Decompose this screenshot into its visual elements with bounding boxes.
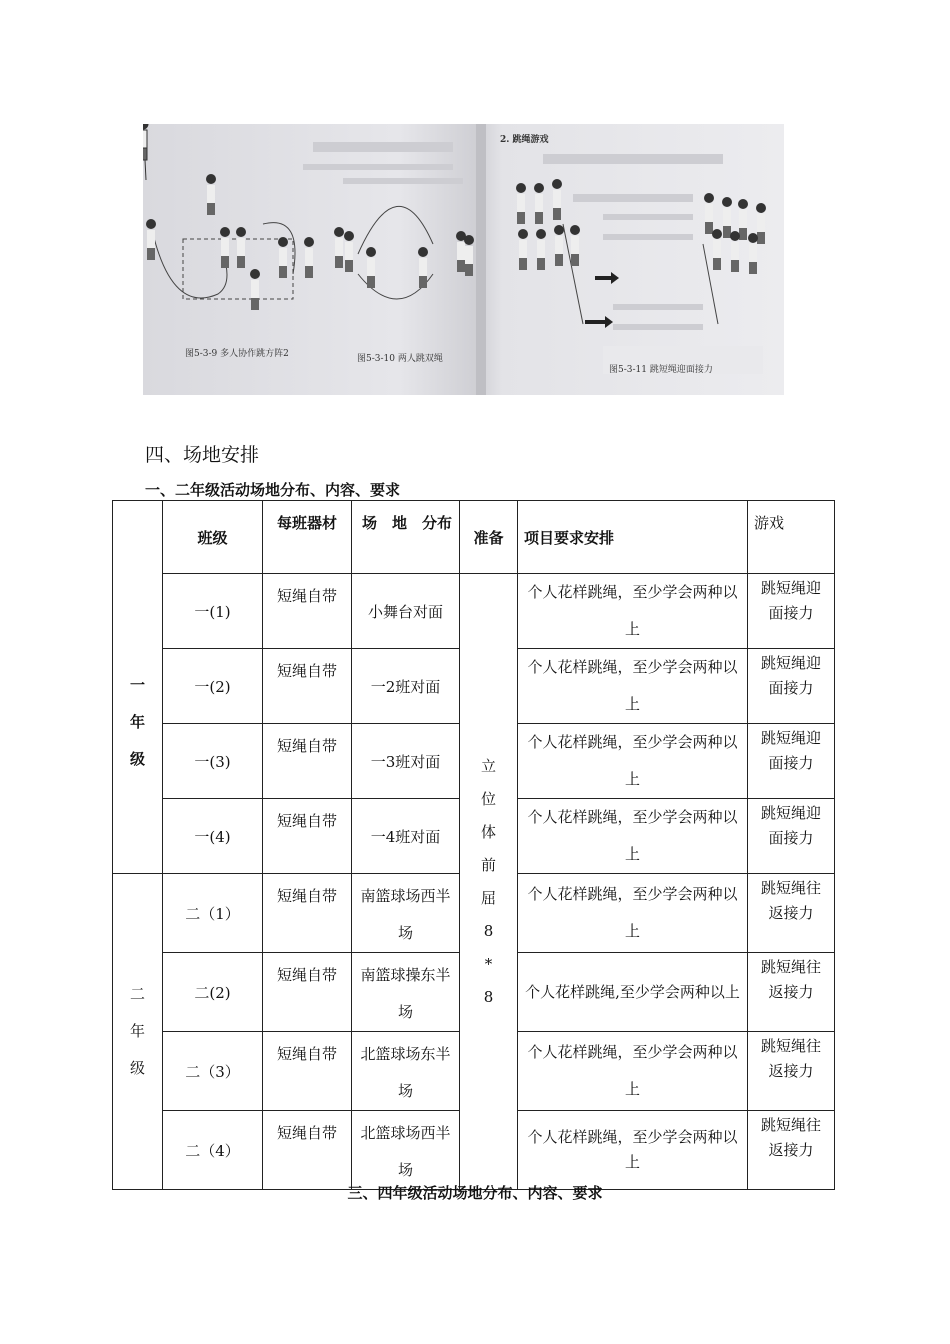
prep-cell: 立 位 体 前 屈 8 * 8 — [460, 574, 518, 1190]
next-table-title: 三、四年级活动场地分布、内容、要求 — [347, 1184, 603, 1202]
table-header-row — [113, 501, 835, 574]
header-equipment: 每班器材 — [263, 501, 352, 574]
requirement-cell: 个人花样跳绳，至少学会两种以上 — [518, 724, 748, 799]
requirement-cell: 个人花样跳绳，至少学会两种以上 — [518, 799, 748, 874]
game-cell: 跳短绳往返接力 — [748, 1032, 835, 1111]
venue-cell: 一3班对面 — [352, 724, 460, 799]
textbook-photo — [143, 124, 784, 395]
class-cell: 二（4） — [163, 1111, 263, 1190]
equipment-cell: 短绳自带 — [263, 874, 352, 953]
game-cell: 跳短绳往返接力 — [748, 1111, 835, 1190]
grade-one-label: 一 年 级 — [113, 501, 163, 874]
photo-header: 2. 跳绳游戏 — [500, 135, 549, 145]
equipment-cell: 短绳自带 — [263, 574, 352, 649]
class-cell: 二(2) — [163, 953, 263, 1032]
requirement-cell: 个人花样跳绳,至少学会两种以上 — [518, 953, 748, 1032]
class-cell: 二（3） — [163, 1032, 263, 1111]
header-venue: 场 地 分布 — [352, 501, 460, 574]
game-cell: 跳短绳往返接力 — [748, 953, 835, 1032]
venue-table — [112, 500, 835, 1190]
photo-caption-1: 图5-3-9 多人协作跳方阵2 — [185, 349, 289, 359]
venue-cell: 北篮球场东半场 — [352, 1032, 460, 1111]
photo-caption-2: 图5-3-10 两人跳双绳 — [357, 354, 443, 364]
equipment-cell: 短绳自带 — [263, 799, 352, 874]
game-cell: 跳短绳迎面接力 — [748, 574, 835, 649]
requirement-cell: 个人花样跳绳，至少学会两种以上 — [518, 574, 748, 649]
table-title: 一、二年级活动场地分布、内容、要求 — [145, 481, 401, 499]
game-cell: 跳短绳迎面接力 — [748, 799, 835, 874]
equipment-cell: 短绳自带 — [263, 1111, 352, 1190]
game-cell: 跳短绳迎面接力 — [748, 649, 835, 724]
venue-cell: 小舞台对面 — [352, 574, 460, 649]
class-cell: 一(4) — [163, 799, 263, 874]
header-class: 班级 — [163, 501, 263, 574]
venue-cell: 南篮球操东半场 — [352, 953, 460, 1032]
requirement-cell: 个人花样跳绳，至少学会两种以上 — [518, 874, 748, 953]
venue-cell: 南篮球场西半场 — [352, 874, 460, 953]
equipment-cell: 短绳自带 — [263, 953, 352, 1032]
venue-cell: 北篮球场西半场 — [352, 1111, 460, 1190]
venue-cell: 一4班对面 — [352, 799, 460, 874]
section-heading: 四、场地安排 — [145, 444, 260, 466]
equipment-cell: 短绳自带 — [263, 1032, 352, 1111]
requirement-cell: 个人花样跳绳，至少学会两种以上 — [518, 649, 748, 724]
equipment-cell: 短绳自带 — [263, 724, 352, 799]
class-cell: 一(2) — [163, 649, 263, 724]
venue-cell: 一2班对面 — [352, 649, 460, 724]
requirement-cell: 个人花样跳绳，至少学会两种以上 — [518, 1111, 748, 1190]
header-prep: 准备 — [460, 501, 518, 574]
header-game: 游戏 — [748, 501, 835, 574]
photo-caption-3: 图5-3-11 跳短绳迎面接力 — [609, 365, 713, 375]
equipment-cell: 短绳自带 — [263, 649, 352, 724]
game-cell: 跳短绳迎面接力 — [748, 724, 835, 799]
table-row — [113, 574, 835, 649]
requirement-cell: 个人花样跳绳，至少学会两种以上 — [518, 1032, 748, 1111]
class-cell: 一(1) — [163, 574, 263, 649]
grade-two-label: 二 年 级 — [113, 874, 163, 1190]
header-requirements: 项目要求安排 — [518, 501, 748, 574]
class-cell: 二（1） — [163, 874, 263, 953]
game-cell: 跳短绳往返接力 — [748, 874, 835, 953]
class-cell: 一(3) — [163, 724, 263, 799]
